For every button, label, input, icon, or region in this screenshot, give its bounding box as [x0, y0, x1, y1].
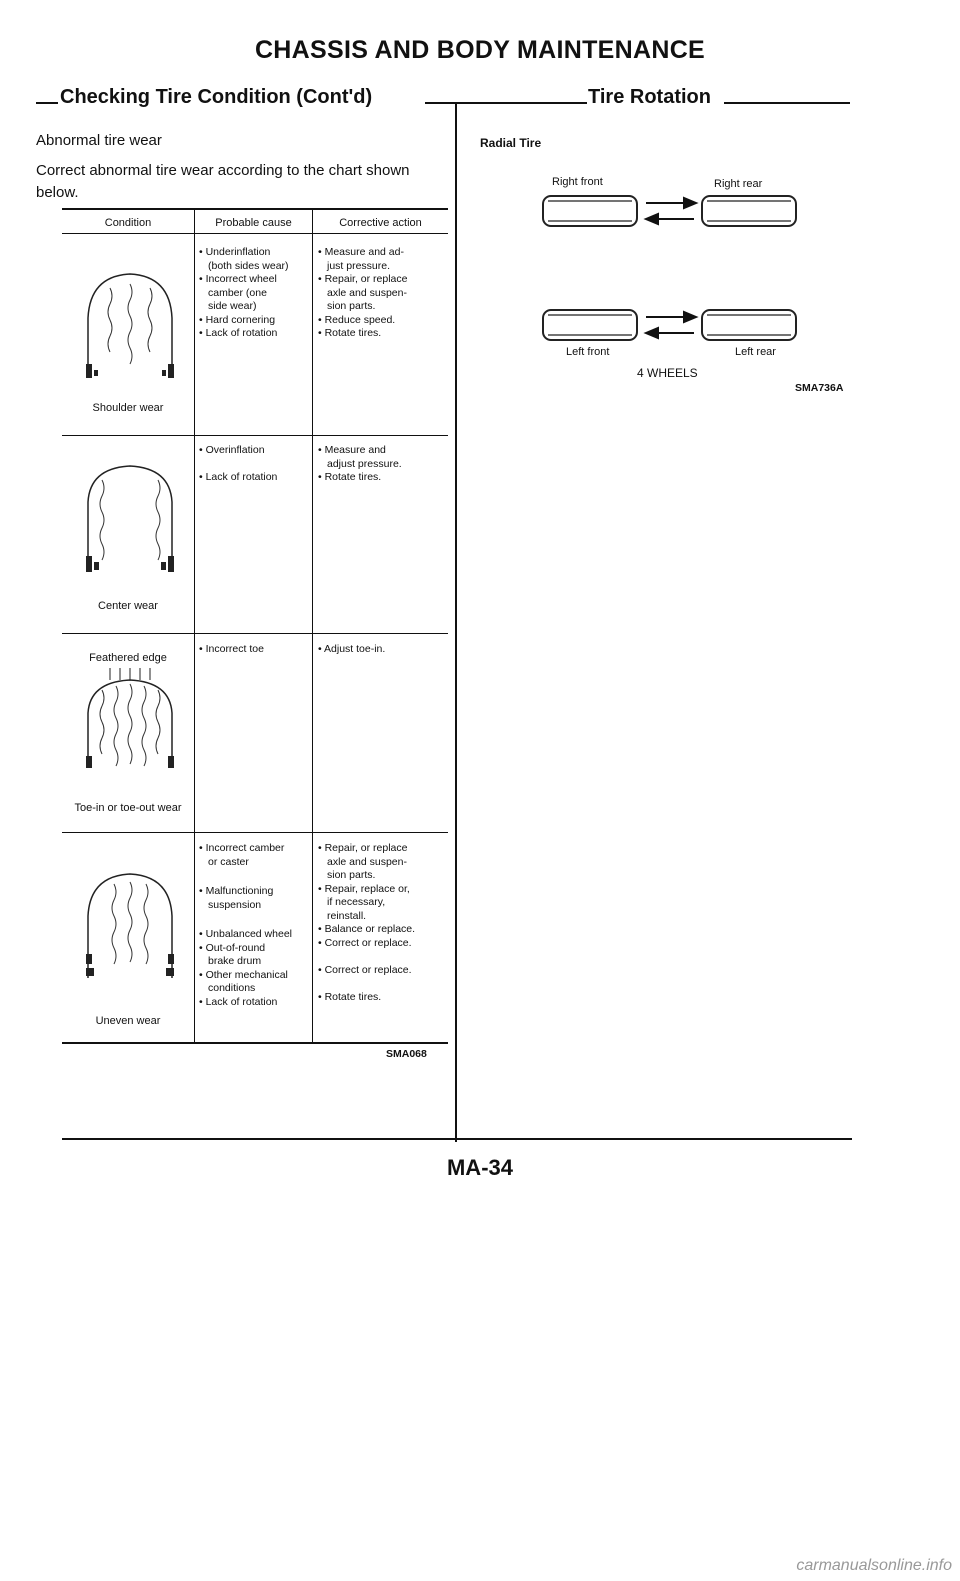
causes-uneven-wear [199, 842, 311, 1009]
condition-shoulder-wear: Shoulder wear [92, 402, 164, 414]
action-line: • Correct or replace. [318, 936, 412, 949]
cause-line: suspension [208, 898, 262, 911]
cause-line: side wear) [208, 300, 257, 312]
table-row-rule-3 [62, 832, 448, 833]
intro-text: Correct abnormal tire wear according to the chart shown below. [36, 162, 410, 201]
action-line: • Correct or replace. [318, 963, 412, 976]
cause-line: • Other mechanical [199, 968, 288, 981]
table-col-line-2 [312, 208, 313, 1043]
label-right-rear: Right rear [714, 178, 763, 190]
section-left-rule-lead [36, 102, 58, 104]
action-line: • Rotate tires. [318, 990, 382, 1003]
table-row-rule-2 [62, 633, 448, 634]
page-title: CHASSIS AND BODY MAINTENANCE [254, 36, 706, 64]
feathered-edge-tire-illustration [80, 668, 180, 773]
action-line: axle and suspen- [327, 855, 407, 868]
causes-center-wear [199, 444, 311, 485]
cause-line: brake drum [208, 955, 262, 967]
cause-line [199, 912, 311, 928]
tire-rotation-diagram [540, 192, 800, 342]
rotation-arrows-top [646, 198, 696, 224]
action-line: • Measure and [318, 444, 386, 456]
label-left-rear: Left rear [735, 346, 776, 358]
shoulder-wear-tire-illustration [80, 268, 180, 383]
table-bottom-rule [62, 1042, 448, 1044]
condition-center-wear: Center wear [98, 600, 158, 612]
table-top-rule [62, 208, 448, 210]
cause-line: • Underinflation [199, 246, 271, 258]
action-line: adjust pressure. [327, 457, 402, 470]
left-rear-tire-icon [702, 310, 796, 340]
section-right-rule-tail [724, 102, 850, 104]
center-wear-tire-illustration [80, 462, 180, 577]
actions-uneven-wear [318, 842, 446, 1004]
cause-line: • Unbalanced wheel [199, 928, 292, 940]
action-line: • Balance or replace. [318, 923, 416, 935]
action-line: sion parts. [327, 869, 376, 881]
figure-code-sma736a: SMA736A [795, 382, 844, 394]
column-divider [455, 102, 457, 1142]
action-line: • Measure and ad- [318, 246, 404, 258]
uneven-wear-tire-illustration [80, 868, 180, 983]
radial-tire-heading: Radial Tire [480, 136, 542, 150]
cause-line: • Lack of rotation [199, 471, 278, 483]
section-title-tire-condition: Checking Tire Condition (Cont'd) [60, 86, 373, 108]
cause-line [199, 458, 311, 472]
cause-line: • Overinflation [199, 444, 265, 456]
cause-line: • Incorrect wheel [199, 273, 277, 285]
action-line [318, 950, 446, 964]
action-line: axle and suspen- [327, 286, 407, 299]
table-header-rule [62, 233, 448, 234]
section-title-tire-rotation: Tire Rotation [588, 86, 711, 108]
action-line: • Rotate tires. [318, 327, 382, 339]
cause-line: • Out-of-round [199, 941, 266, 954]
figure-code-sma068: SMA068 [386, 1048, 427, 1060]
action-line: if necessary, [327, 896, 386, 908]
page-number: MA-34 [446, 1155, 513, 1180]
caption-4-wheels: 4 WHEELS [637, 366, 698, 380]
cause-line: • Malfunctioning [199, 885, 274, 897]
actions-shoulder-wear [318, 246, 446, 341]
cause-line: (both sides wear) [208, 259, 289, 272]
table-header-condition: Condition [104, 217, 152, 229]
action-line: sion parts. [327, 300, 376, 312]
actions-toe-wear [318, 643, 446, 657]
left-front-tire-icon [543, 310, 637, 340]
cause-line: • Lack of rotation [199, 995, 278, 1008]
table-col-line-1 [194, 208, 195, 1043]
condition-uneven-wear: Uneven wear [95, 1015, 161, 1027]
section-title-rule [425, 102, 587, 104]
label-right-front: Right front [552, 176, 603, 188]
cause-line: • Incorrect camber [199, 842, 285, 854]
label-left-front: Left front [566, 346, 610, 358]
cause-line: conditions [208, 982, 256, 994]
cause-line: • Hard cornering [199, 313, 276, 326]
table-row-rule-1 [62, 435, 448, 436]
condition-feathered-edge: Feathered edge [89, 652, 167, 664]
cause-line [199, 869, 311, 885]
condition-toe-wear: Toe-in or toe-out wear [74, 802, 182, 814]
action-line: • Repair, or replace [318, 273, 408, 285]
page-bottom-rule [62, 1138, 852, 1140]
action-line: • Reduce speed. [318, 313, 396, 326]
action-line: just pressure. [327, 259, 391, 272]
cause-line: camber (one [208, 286, 267, 299]
right-rear-tire-icon [702, 196, 796, 226]
action-line: • Rotate tires. [318, 471, 382, 483]
cause-line: or caster [208, 855, 249, 868]
action-line: • Repair, replace or, [318, 882, 410, 895]
table-header-action: Corrective action [339, 217, 422, 229]
site-watermark: carmanualsonline.info [796, 1557, 952, 1574]
abnormal-wear-heading: Abnormal tire wear [36, 132, 162, 149]
cause-line: • Lack of rotation [199, 327, 278, 339]
actions-center-wear [318, 444, 446, 485]
rotation-arrows-bottom [646, 312, 696, 338]
action-line: • Adjust toe-in. [318, 643, 386, 655]
action-line: • Repair, or replace [318, 842, 408, 854]
causes-shoulder-wear [199, 246, 311, 341]
action-line: reinstall. [327, 909, 367, 922]
causes-toe-wear [199, 643, 311, 657]
table-header-cause: Probable cause [215, 217, 292, 229]
right-front-tire-icon [543, 196, 637, 226]
cause-line: • Incorrect toe [199, 643, 264, 655]
action-line [318, 977, 446, 991]
